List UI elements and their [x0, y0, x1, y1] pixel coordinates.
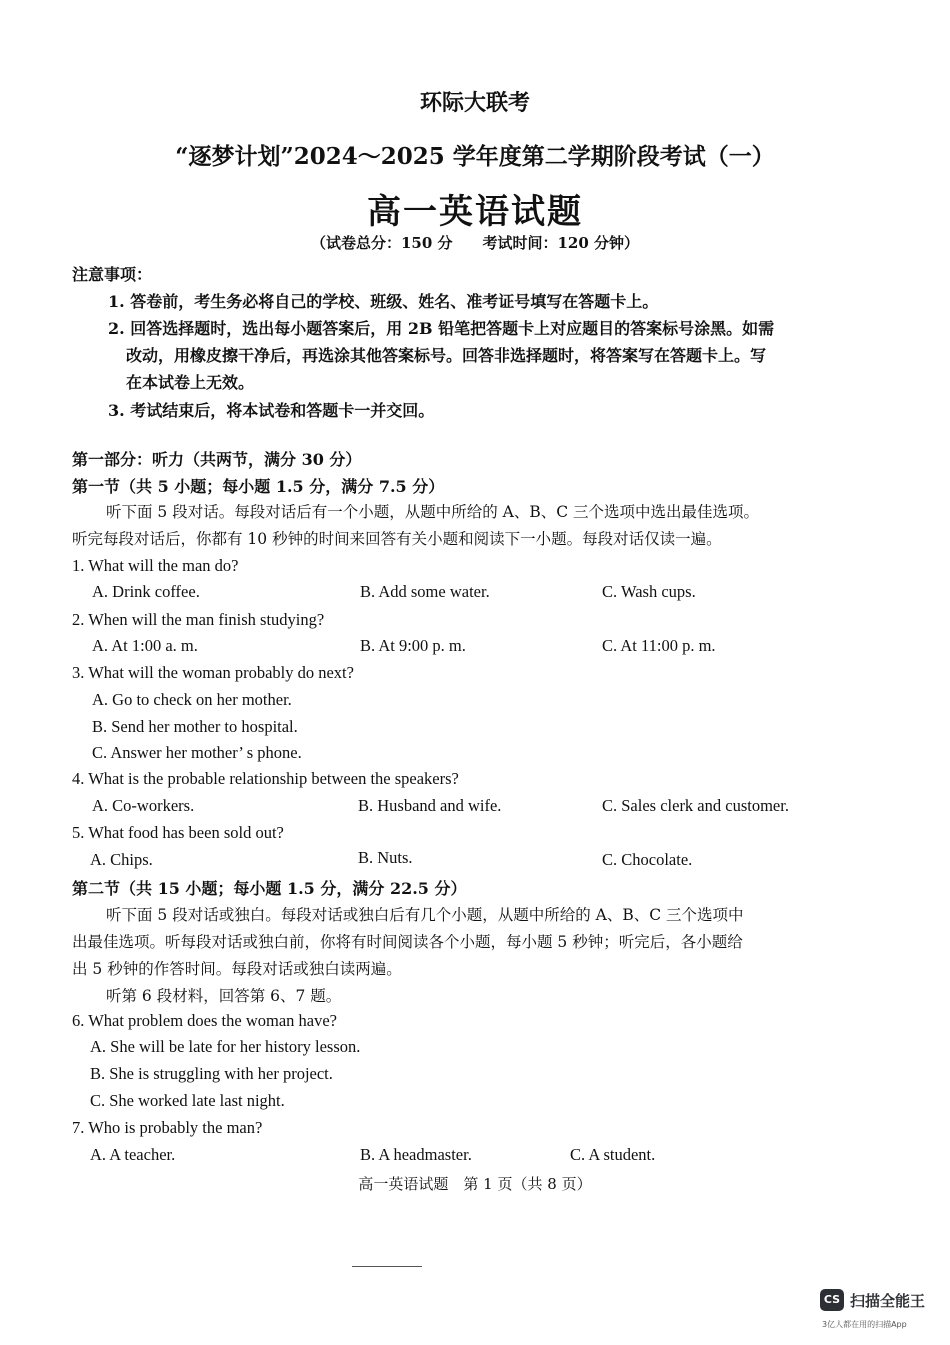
- note-3: 3. 考试结束后，将本试卷和答题卡一并交回。: [108, 401, 435, 420]
- question-2-option-a: A. At 1:00 a. m.: [92, 636, 198, 655]
- question-4-stem: 4. What is the probable relationship between the speakers?: [72, 769, 459, 788]
- question-2-option-c: C. At 11:00 p. m.: [602, 636, 716, 655]
- part1-heading: 第一部分：听力（共两节，满分 30 分）: [72, 450, 362, 469]
- camscanner-name: 扫描全能王: [850, 1292, 926, 1310]
- page-footer: 高一英语试题 第 1 页（共 8 页）: [358, 1175, 592, 1193]
- question-5-option-b: B. Nuts.: [358, 848, 413, 867]
- section1-heading: 第一节（共 5 小题；每小题 1.5 分，满分 7.5 分）: [72, 477, 445, 496]
- scan-smudge: [352, 1266, 422, 1267]
- question-1-stem: 1. What will the man do?: [72, 556, 239, 575]
- note-2-line-3: 在本试卷上无效。: [126, 373, 255, 392]
- question-3-option-c: C. Answer her mother’ s phone.: [92, 743, 302, 762]
- question-7-option-a: A. A teacher.: [90, 1145, 176, 1164]
- note-1: 1. 答卷前，考生务必将自己的学校、班级、姓名、准考证号填写在答题卡上。: [108, 292, 659, 311]
- question-6-option-c: C. She worked late last night.: [90, 1091, 285, 1110]
- exam-organizer: 环际大联考: [419, 90, 530, 116]
- question-1-option-b: B. Add some water.: [360, 582, 490, 601]
- section1-instruction-1: 听下面 5 段对话。每段对话后有一个小题，从题中所给的 A、B、C 三个选项中选出最佳选项。: [106, 503, 760, 521]
- question-5-option-a: A. Chips.: [90, 850, 153, 869]
- section1-instruction-2: 听完每段对话后，你都有 10 秒钟的时间来回答有关小题和阅读下一小题。每段对话仅读一遍。: [72, 530, 722, 548]
- question-6-stem: 6. What problem does the woman have?: [72, 1011, 337, 1030]
- question-3-option-a: A. Go to check on her mother.: [92, 690, 292, 709]
- question-5-option-c: C. Chocolate.: [602, 850, 693, 869]
- question-1-option-c: C. Wash cups.: [602, 582, 696, 601]
- section2-instruction-2: 出最佳选项。听每段对话或独白前，你将有时间阅读各个小题，每小题 5 秒钟；听完后，各小题给: [72, 933, 743, 951]
- note-2-line-1: 2. 回答选择题时，选出每小题答案后，用 2B 铅笔把答题卡上对应题目的答案标号涂黑。如需: [108, 319, 775, 338]
- camscanner-logo-icon: CS: [820, 1289, 844, 1311]
- question-2-stem: 2. When will the man finish studying?: [72, 610, 325, 629]
- question-1-option-a: A. Drink coffee.: [92, 582, 200, 601]
- page-title: 高一英语试题: [367, 192, 583, 232]
- question-3-option-b: B. Send her mother to hospital.: [92, 717, 298, 736]
- question-4-option-b: B. Husband and wife.: [358, 796, 502, 815]
- notes-heading: 注意事项：: [72, 265, 153, 284]
- camscanner-tagline: 3亿人都在用的扫描App: [822, 1320, 907, 1329]
- question-6-option-a: A. She will be late for her history lesson.: [90, 1037, 361, 1056]
- question-3-stem: 3. What will the woman probably do next?: [72, 663, 354, 682]
- question-4-option-a: A. Co-workers.: [92, 796, 195, 815]
- question-7-option-b: B. A headmaster.: [360, 1145, 472, 1164]
- question-2-option-b: B. At 9:00 p. m.: [360, 636, 466, 655]
- question-7-stem: 7. Who is probably the man?: [72, 1118, 263, 1137]
- text6-intro: 听第 6 段材料，回答第 6、7 题。: [106, 987, 342, 1005]
- section2-heading: 第二节（共 15 小题；每小题 1.5 分，满分 22.5 分）: [72, 879, 467, 898]
- note-2-line-2: 改动，用橡皮擦干净后，再选涂其他答案标号。回答非选择题时，将答案写在答题卡上。写: [126, 346, 767, 365]
- question-5-stem: 5. What food has been sold out?: [72, 823, 284, 842]
- question-7-option-c: C. A student.: [570, 1145, 656, 1164]
- exam-plan-title: “逐梦计划”2024～2025 学年度第二学期阶段考试（一）: [175, 143, 775, 170]
- section2-instruction-1: 听下面 5 段对话或独白。每段对话或独白后有几个小题，从题中所给的 A、B、C 三个选项中: [106, 906, 744, 924]
- question-6-option-b: B. She is struggling with her project.: [90, 1064, 333, 1083]
- section2-instruction-3: 出 5 秒钟的作答时间。每段对话或独白读两遍。: [72, 960, 402, 978]
- exam-info: （试卷总分：150 分 考试时间：120 分钟）: [310, 234, 640, 252]
- question-4-option-c: C. Sales clerk and customer.: [602, 796, 789, 815]
